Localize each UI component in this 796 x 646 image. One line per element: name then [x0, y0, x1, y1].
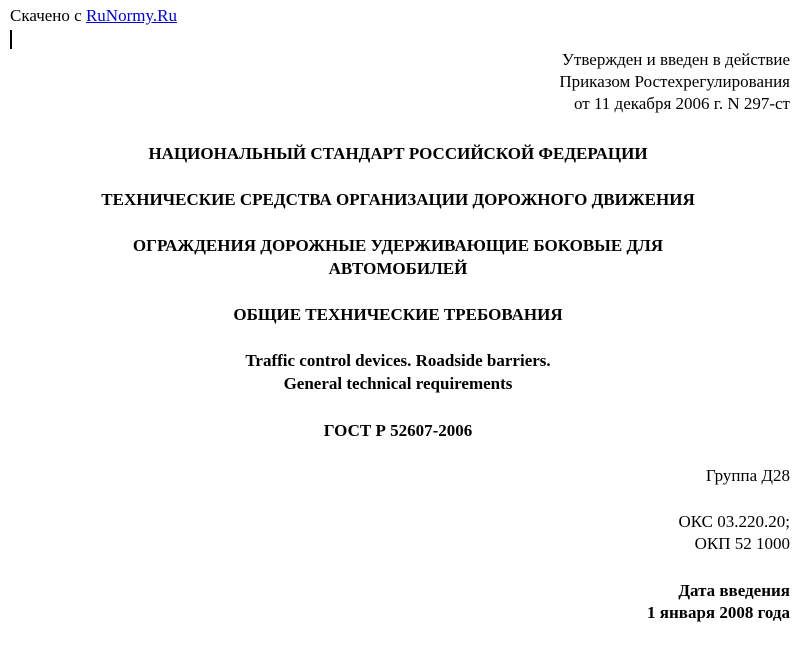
text-cursor — [10, 30, 12, 49]
english-title-line-2: General technical requirements — [283, 374, 513, 393]
standard-type-heading: НАЦИОНАЛЬНЫЙ СТАНДАРТ РОССИЙСКОЙ ФЕДЕРАЦИИ — [148, 144, 648, 163]
approval-block — [390, 49, 790, 115]
oks-code: ОКС 03.220.20; — [678, 512, 790, 531]
classification-block — [490, 511, 790, 555]
group-code: Группа Д28 — [705, 466, 790, 485]
effective-date-value: 1 января 2008 года — [647, 603, 790, 622]
title-line-2: АВТОМОБИЛЕЙ — [328, 259, 468, 278]
source-link[interactable]: RuNormy.Ru — [85, 6, 177, 25]
source-line — [10, 5, 177, 27]
subtitle-heading: ОБЩИЕ ТЕХНИЧЕСКИЕ ТРЕБОВАНИЯ — [233, 305, 563, 324]
english-title-line-1: Traffic control devices. Roadside barriers. — [245, 351, 551, 370]
approval-line-2: Приказом Ростехрегулирования — [559, 72, 790, 91]
gost-number: ГОСТ Р 52607-2006 — [323, 421, 473, 440]
approval-line-3: от 11 декабря 2006 г. N 297-ст — [573, 94, 790, 113]
approval-line-1: Утвержден и введен в действие — [561, 50, 790, 69]
effective-date-block — [490, 580, 790, 624]
effective-date-label: Дата введения — [678, 581, 790, 600]
group-block — [490, 465, 790, 487]
okp-code: ОКП 52 1000 — [694, 534, 790, 553]
title-line-1: ОГРАЖДЕНИЯ ДОРОЖНЫЕ УДЕРЖИВАЮЩИЕ БОКОВЫЕ ДЛЯ — [132, 236, 664, 255]
source-prefix: Скачено с — [10, 6, 82, 25]
category-heading: ТЕХНИЧЕСКИЕ СРЕДСТВА ОРГАНИЗАЦИИ ДОРОЖНОГО ДВИЖЕНИЯ — [101, 190, 695, 209]
